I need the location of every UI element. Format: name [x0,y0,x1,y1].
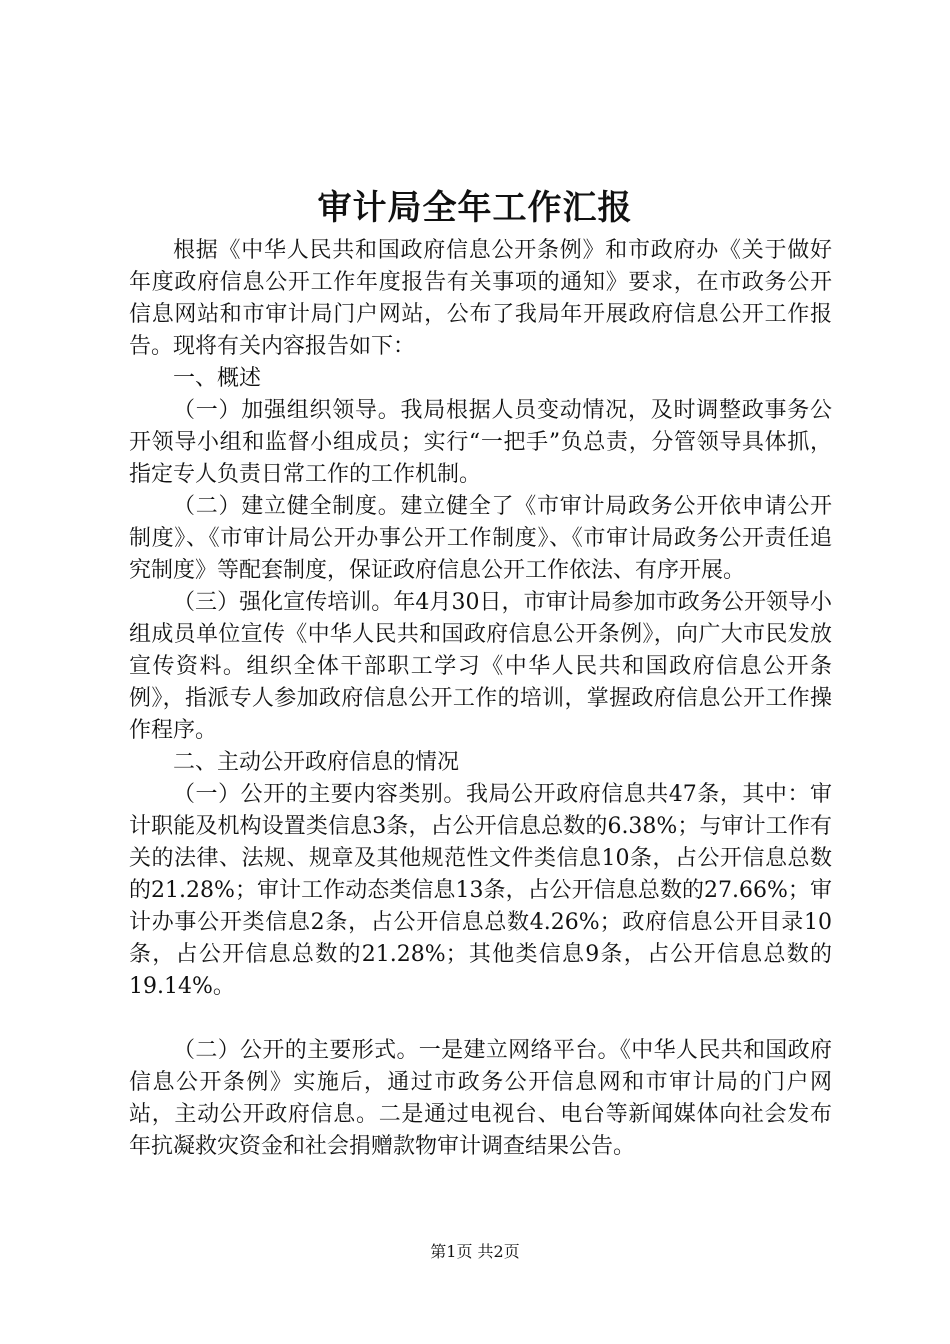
paragraph-intro: 根据《中华人民共和国政府信息公开条例》和市政府办《关于做好年度政府信息公开工作年度报告有关事项的通知》要求，在市政务公开信息网站和市审计局门户网站，公布了我局年开展政府信息公开工作报告。现将有关内容报告如下： [129,238,832,359]
paragraph-leadership: （一）加强组织领导。我局根据人员变动情况，及时调整政事务公开领导小组和监督小组成员；实行“一把手”负总责，分管领导具体抓，指定专人负责日常工作的工作机制。 [129,398,832,487]
page-footer: 第1页 共2页 [430,1242,520,1261]
section-heading-disclosure: 二、主动公开政府信息的情况 [173,750,460,775]
paragraph-system: （二）建立健全制度。建立健全了《市审计局政务公开依申请公开制度》、《市审计局公开办事公开工作制度》、《市审计局政务公开责任追究制度》等配套制度，保证政府信息公开工作依法、有序开展。 [129,494,832,583]
paragraph-disclosure-forms: （二）公开的主要形式。一是建立网络平台。《中华人民共和国政府信息公开条例》实施后，通过市政务公开信息网和市审计局的门户网站，主动公开政府信息。二是通过电视台、电台等新闻媒体向社会发布年抗凝救灾资金和社会捐赠款物审计调查结果公告。 [129,1038,832,1159]
paragraph-content-categories: （一）公开的主要内容类别。我局公开政府信息共47条，其中：审计职能及机构设置类信息3条，占公开信息总数的6.38%；与审计工作有关的法律、法规、规章及其他规范性文件类信息10条，占公开信息总数的21.28%；审计工作动态类信息13条，占公开信息总数的27.66%；审计办事公开类信息2条，占公开信息总数4.26%；政府信息公开目录10条，占公开信息总数的21.28%；其他类信息9条，占公开信息总数的19.14%。 [129,782,832,999]
document-body [129,235,832,1163]
section-heading-overview: 一、概述 [173,366,262,391]
paragraph-training: （三）强化宣传培训。年4月30日，市审计局参加市政务公开领导小组成员单位宣传《中华人民共和国政府信息公开条例》，向广大市民发放宣传资料。组织全体干部职工学习《中华人民共和国政府信息公开条例》，指派专人参加政府信息公开工作的培训，掌握政府信息公开工作操作程序。 [129,590,832,743]
document-title: 审计局全年工作汇报 [317,188,633,228]
